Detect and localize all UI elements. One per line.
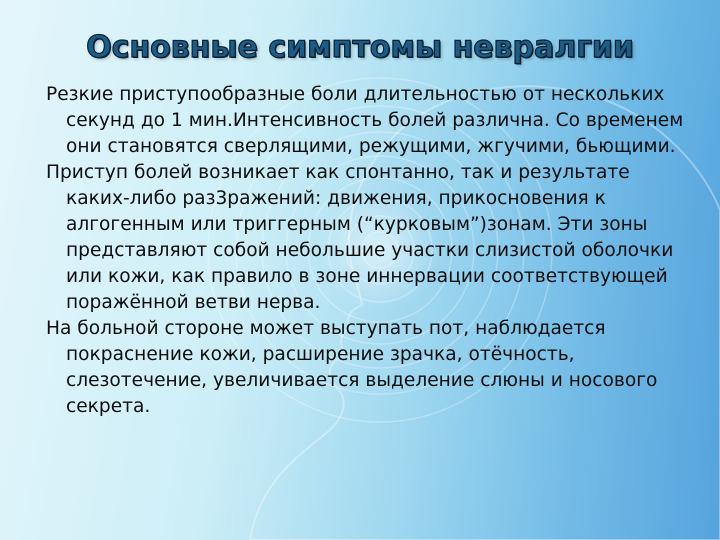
slide-title: Основные симптомы невралгии bbox=[86, 30, 634, 65]
paragraph-attack-triggers: Приступ болей возникает как спонтанно, так и результате каких-либо раз3ражений: движения, прикосновения к алгогенным или триггерным (“курковым”)зонам. Эти зоны представляют собой небольшие участки слизистой оболочки или кожи, как правило в зоне иннервации соответствующей поражённой ветви нерва. bbox=[46, 162, 674, 313]
paragraph-pain-description: Резкие приступообразные боли длительностью от нескольких секунд до 1 мин.Интенсивность болей различна. Со временем они становятся сверлящими, режущими, жгучими, бьющими. bbox=[46, 84, 684, 157]
paragraph-affected-side: На больной стороне может выступать пот, наблюдается покраснение кожи, расширение зрачка, отёчность, слезотечение, увеличивается выделение слюны и носового секрета. bbox=[46, 318, 658, 417]
slide-body bbox=[46, 82, 686, 420]
